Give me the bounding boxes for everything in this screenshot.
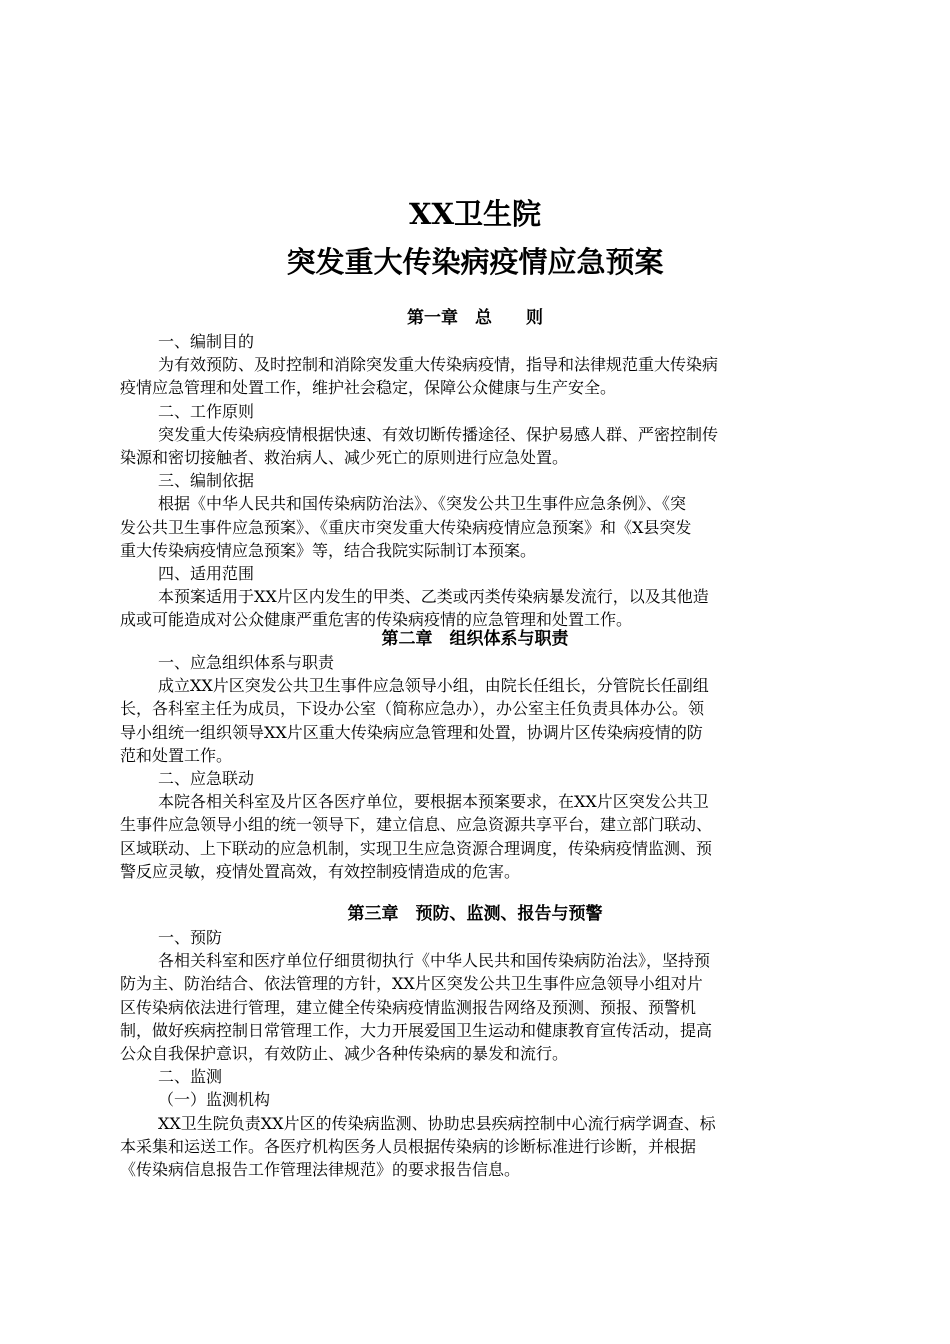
paragraph-line: 制，做好疾病控制日常管理工作，大力开展爱国卫生运动和健康教育宣传活动，提高 (120, 1020, 713, 1040)
paragraph-line: 染源和密切接触者、救治病人、减少死亡的原则进行应急处置。 (120, 447, 569, 467)
chapter1-body (120, 330, 832, 631)
paragraph-line: 重大传染病疫情应急预案》等，结合我院实际制订本预案。 (120, 540, 537, 560)
chapter3-heading: 第三章 预防、监测、报告与预警 (347, 904, 603, 924)
paragraph-line: 导小组统一组织领导XX片区重大传染病应急管理和处置，协调片区传染病疫情的防 (120, 722, 703, 742)
section-heading: 三、编制依据 (158, 471, 255, 491)
paragraph-line: 本预案适用于XX片区内发生的甲类、乙类或丙类传染病暴发流行，以及其他造 (158, 587, 709, 607)
paragraph-line: 防为主、防治结合、依法管理的方针，XX片区突发公共卫生事件应急领导小组对片 (120, 974, 703, 994)
section-heading: 一、预防 (158, 928, 223, 947)
paragraph-line: 各相关科室和医疗单位仔细贯彻执行《中华人民共和国传染病防治法》，坚持预 (158, 951, 711, 971)
chapter1-heading: 第一章 总 则 (407, 308, 543, 328)
section-heading: 二、应急联动 (158, 768, 255, 788)
paragraph-line: 范和处置工作。 (120, 745, 233, 765)
chapter3-body (120, 926, 832, 1181)
chapter2-heading: 第二章 组织体系与职责 (381, 629, 569, 649)
document-title-line1: XX卫生院 (408, 197, 541, 231)
paragraph-line: 区域联动、上下联动的应急机制，实现卫生应急资源合理调度，传染病疫情监测、预 (120, 838, 713, 858)
paragraph-line: 本院各相关科室及片区各医疗单位，要根据本预案要求，在XX片区突发公共卫 (158, 792, 709, 812)
section-heading: 四、适用范围 (158, 563, 255, 583)
section-heading: 一、应急组织体系与职责 (158, 653, 335, 672)
paragraph-line: 公众自我保护意识，有效防止、减少各种传染病的暴发和流行。 (120, 1043, 569, 1063)
paragraph-line: 为有效预防、及时控制和消除突发重大传染病疫情，指导和法律规范重大传染病 (158, 355, 719, 375)
document-title-line2: 突发重大传染病疫情应急预案 (286, 245, 664, 279)
paragraph-line: 疫情应急管理和处置工作，维护社会稳定，保障公众健康与生产安全。 (120, 378, 617, 398)
section-heading: 二、工作原则 (158, 401, 255, 421)
subsection-heading: （一）监测机构 (158, 1090, 271, 1110)
paragraph-line: 长，各科室主任为成员，下设办公室（简称应急办），办公室主任负责具体办公。领 (120, 699, 705, 719)
chapter2-body (120, 651, 832, 883)
paragraph-line: 根据《中华人民共和国传染病防治法》、《突发公共卫生事件应急条例》、《突 (158, 494, 687, 514)
section-heading: 一、编制目的 (158, 332, 255, 351)
paragraph-line: 警反应灵敏，疫情处置高效，有效控制疫情造成的危害。 (120, 861, 521, 881)
paragraph-line: 成立XX片区突发公共卫生事件应急领导小组，由院长任组长，分管院长任副组 (158, 676, 709, 696)
paragraph-line: XX卫生院负责XX片区的传染病监测、协助忠县疾病控制中心流行病学调查、标 (158, 1113, 716, 1133)
paragraph-line: 成或可能造成对公众健康严重危害的传染病疫情的应急管理和处置工作。 (120, 610, 633, 630)
paragraph-line: 生事件应急领导小组的统一领导下，建立信息、应急资源共享平台，建立部门联动、 (120, 815, 713, 835)
section-heading: 二、监测 (158, 1067, 223, 1087)
paragraph-line: 《传染病信息报告工作管理法律规范》的要求报告信息。 (120, 1159, 521, 1179)
paragraph-line: 突发重大传染病疫情根据快速、有效切断传播途径、保护易感人群、严密控制传 (158, 424, 719, 444)
paragraph-line: 区传染病依法进行管理，建立健全传染病疫情监测报告网络及预测、预报、预警机 (120, 997, 697, 1017)
paragraph-line: 本采集和运送工作。各医疗机构医务人员根据传染病的诊断标准进行诊断，并根据 (120, 1136, 697, 1156)
paragraph-line: 发公共卫生事件应急预案》、《重庆市突发重大传染病疫情应急预案》和《X县突发 (120, 517, 692, 537)
